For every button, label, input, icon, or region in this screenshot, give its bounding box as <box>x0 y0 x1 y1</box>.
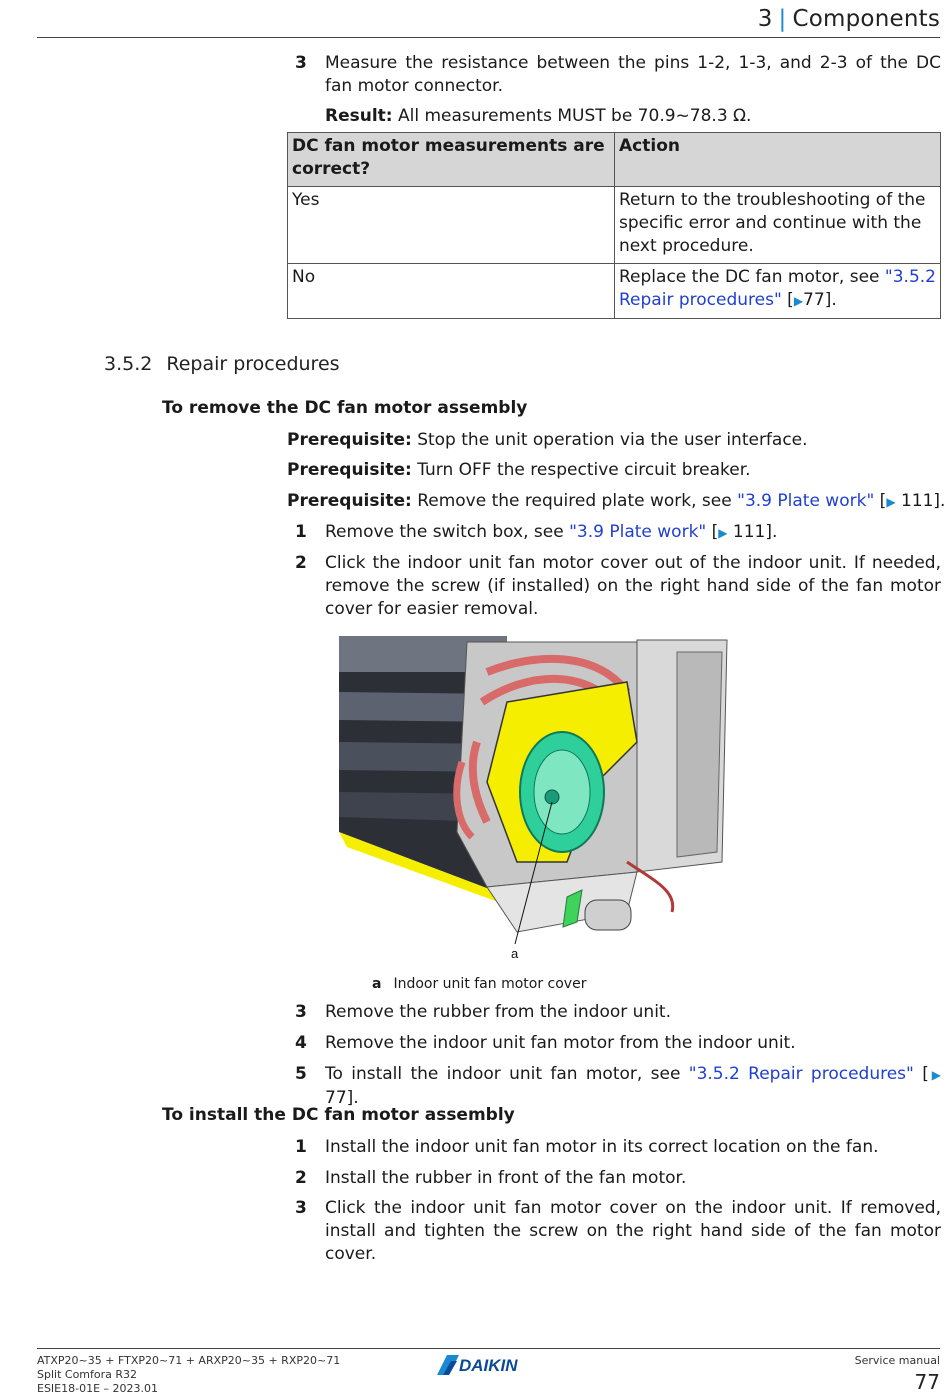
table-row <box>288 187 941 264</box>
header-divider: | <box>778 6 787 32</box>
header-rule <box>37 37 940 38</box>
table-cell-action: Return to the troubleshooting of the specific error and continue with the next procedure. <box>615 187 941 264</box>
footer-series: Split Comfora R32 <box>37 1368 138 1381</box>
table-cell-condition: Yes <box>288 187 615 264</box>
logo-text: DAIKIN <box>459 1356 518 1375</box>
remove-heading: To remove the DC fan motor assembly <box>162 398 528 418</box>
plate-work-link[interactable]: "3.9 Plate work" <box>737 491 875 511</box>
fan-motor-figure <box>337 632 730 962</box>
step-number: 2 <box>295 553 307 573</box>
page-ref-arrow-icon: ▶ <box>886 495 896 509</box>
table-cell-condition: No <box>288 264 615 319</box>
ref-open: [ <box>781 290 794 310</box>
prereq-label: Prerequisite: <box>287 460 412 480</box>
prereq-label: Prerequisite: <box>287 430 412 450</box>
measurement-table <box>287 132 941 319</box>
chapter-header <box>758 6 940 32</box>
plate-work-link[interactable]: "3.9 Plate work" <box>569 522 707 542</box>
repair-procedures-link[interactable]: "3.5.2 Repair procedures" <box>619 267 936 310</box>
ref-page: 77 <box>325 1088 347 1108</box>
step-text: Install the rubber in front of the fan motor. <box>325 1168 687 1188</box>
measure-step <box>295 52 941 98</box>
remove-step-1: 1 Remove the switch box, see "3.9 Plate work" [▶ 111]. <box>295 522 778 542</box>
prerequisite-2 <box>287 459 751 482</box>
result-text: All measurements MUST be 70.9~78.3 Ω. <box>398 106 752 126</box>
prereq-text: Turn OFF the respective circuit breaker. <box>417 460 751 480</box>
caption-text: Indoor unit fan motor cover <box>393 976 587 992</box>
remove-step-5: 5 To install the indoor unit fan motor, see "3.5.2 Repair procedures" [▶ 77]. <box>295 1064 941 1108</box>
section-title: Repair procedures <box>166 353 340 375</box>
remove-step-3 <box>295 1001 941 1024</box>
ref-page: 111 <box>732 522 766 542</box>
chapter-title: Components <box>792 6 940 32</box>
step-number: 3 <box>295 1002 307 1022</box>
action-text: Replace the DC fan motor, see <box>619 267 885 287</box>
step-text: Click the indoor unit fan motor cover on the indoor unit. If removed, install and tighten the screw on the right hand side of the fan motor cover. <box>325 1198 941 1264</box>
ref-close: ]. <box>824 290 837 310</box>
step-text: Click the indoor unit fan motor cover out of the indoor unit. If needed, remove the screw (if installed) on the right hand side of the fan motor cover for easier removal. <box>325 553 941 619</box>
result-label: Result: <box>325 106 393 126</box>
step-text: To install the indoor unit fan motor, see <box>325 1064 689 1084</box>
section-number: 3.5.2 <box>104 353 153 375</box>
install-heading: To install the DC fan motor assembly <box>162 1105 515 1125</box>
footer-rule <box>37 1348 940 1349</box>
footer-doc-id: ESIE18-01E – 2023.01 <box>37 1382 159 1395</box>
prerequisite-1 <box>287 429 808 452</box>
prereq-text: Remove the required plate work, see <box>417 491 738 511</box>
indoor-unit-illustration <box>337 632 730 962</box>
step-number: 1 <box>295 1137 307 1157</box>
table-header-condition: DC fan motor measurements are correct? <box>288 133 615 187</box>
page-ref-arrow-icon: ▶ <box>793 294 804 308</box>
step-text: Measure the resistance between the pins 1-2, 1-3, and 2-3 of the DC fan motor connector. <box>325 53 941 96</box>
chapter-number: 3 <box>757 6 773 32</box>
step-text: Remove the switch box, see <box>325 522 570 542</box>
prerequisite-3: Prerequisite: Remove the required plate work, see "3.9 Plate work" [▶ 111]. <box>287 491 946 511</box>
daikin-logo-mark <box>437 1353 543 1377</box>
figure-caption <box>372 976 586 992</box>
step-number: 4 <box>295 1033 307 1053</box>
ref-page: 111 <box>900 491 934 511</box>
step-number: 3 <box>295 1198 307 1218</box>
figure-callout-a: a <box>511 946 519 961</box>
step-number: 1 <box>295 522 307 542</box>
step-number: 3 <box>295 53 307 73</box>
ref-page: 77 <box>803 290 825 310</box>
install-step-2 <box>295 1167 941 1190</box>
install-step-3 <box>295 1197 941 1266</box>
table-cell-action <box>615 264 941 319</box>
step-number: 5 <box>295 1064 307 1084</box>
prereq-label: Prerequisite: <box>287 491 412 511</box>
remove-step-2 <box>295 552 941 621</box>
step-text: Remove the indoor unit fan motor from the indoor unit. <box>325 1033 796 1053</box>
table-header-row <box>288 133 941 187</box>
footer-models: ATXP20~35 + FTXP20~71 + ARXP20~35 + RXP20~71 <box>37 1354 341 1367</box>
page-number: 77 <box>914 1370 940 1394</box>
daikin-logo <box>437 1353 543 1381</box>
remove-step-4 <box>295 1032 941 1055</box>
step-text: Install the indoor unit fan motor in its correct location on the fan. <box>325 1137 879 1157</box>
section-heading <box>104 353 340 375</box>
step-number: 2 <box>295 1168 307 1188</box>
footer-doc-type: Service manual <box>854 1354 940 1367</box>
install-step-1 <box>295 1136 941 1159</box>
page-ref-arrow-icon: ▶ <box>718 526 728 540</box>
footer-model-info <box>37 1354 340 1396</box>
table-header-action: Action <box>615 133 941 187</box>
prereq-text: Stop the unit operation via the user interface. <box>417 430 808 450</box>
repair-procedures-link[interactable]: "3.5.2 Repair procedures" <box>688 1064 914 1084</box>
result-line <box>325 105 751 128</box>
caption-key: a <box>372 976 382 992</box>
page-ref-arrow-icon: ▶ <box>928 1068 941 1082</box>
table-row <box>288 264 941 319</box>
step-text: Remove the rubber from the indoor unit. <box>325 1002 671 1022</box>
